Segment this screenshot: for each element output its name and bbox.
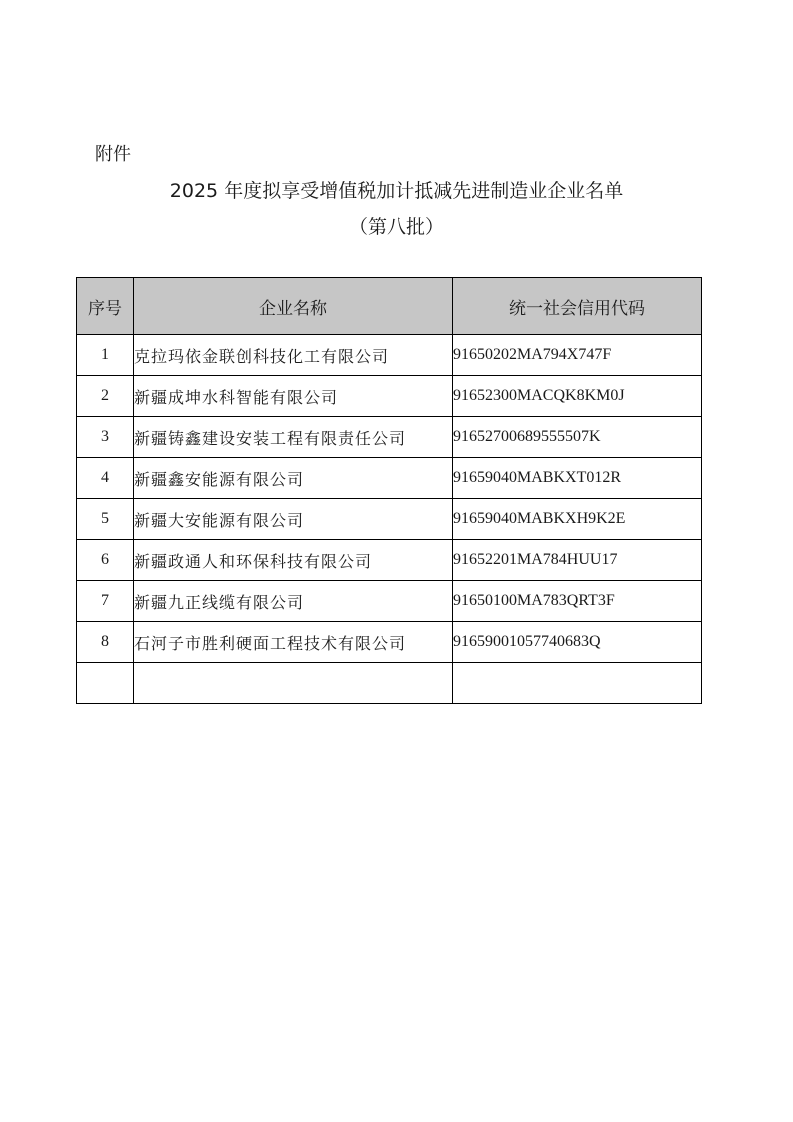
table-row	[77, 540, 702, 581]
enterprise-list-table	[76, 277, 702, 704]
table-row	[77, 499, 702, 540]
column-header-serial-no: 序号	[77, 278, 134, 335]
cell-credit-code: 91652700689555507K	[453, 417, 702, 458]
cell-enterprise-name	[134, 663, 453, 704]
table-body	[77, 335, 702, 704]
cell-serial-no	[77, 663, 134, 704]
cell-serial-no: 7	[77, 581, 134, 622]
cell-enterprise-name: 新疆成坤水科智能有限公司	[134, 376, 453, 417]
cell-enterprise-name: 石河子市胜利硬面工程技术有限公司	[134, 622, 453, 663]
cell-serial-no: 4	[77, 458, 134, 499]
table-header-row	[77, 278, 702, 335]
table-row	[77, 458, 702, 499]
table-row	[77, 376, 702, 417]
table-row-empty	[77, 663, 702, 704]
cell-serial-no: 6	[77, 540, 134, 581]
cell-credit-code: 91659040MABKXT012R	[453, 458, 702, 499]
cell-credit-code: 91659040MABKXH9K2E	[453, 499, 702, 540]
cell-credit-code: 91652201MA784HUU17	[453, 540, 702, 581]
cell-credit-code: 91659001057740683Q	[453, 622, 702, 663]
cell-credit-code: 91650100MA783QRT3F	[453, 581, 702, 622]
cell-credit-code: 91650202MA794X747F	[453, 335, 702, 376]
table-row	[77, 581, 702, 622]
cell-enterprise-name: 新疆九正线缆有限公司	[134, 581, 453, 622]
cell-credit-code: 91652300MACQK8KM0J	[453, 376, 702, 417]
cell-serial-no: 5	[77, 499, 134, 540]
document-title: 2025 年度拟享受增值税加计抵减先进制造业企业名单	[169, 180, 624, 202]
cell-enterprise-name: 克拉玛依金联创科技化工有限公司	[134, 335, 453, 376]
attachment-label: 附件	[95, 144, 131, 165]
cell-enterprise-name: 新疆鑫安能源有限公司	[134, 458, 453, 499]
cell-serial-no: 2	[77, 376, 134, 417]
table-row	[77, 622, 702, 663]
table-header	[77, 278, 702, 335]
cell-serial-no: 8	[77, 622, 134, 663]
cell-serial-no: 3	[77, 417, 134, 458]
table-row	[77, 335, 702, 376]
column-header-credit-code: 统一社会信用代码	[453, 278, 702, 335]
cell-credit-code	[453, 663, 702, 704]
cell-enterprise-name: 新疆铸鑫建设安装工程有限责任公司	[134, 417, 453, 458]
column-header-enterprise-name: 企业名称	[134, 278, 453, 335]
table-row	[77, 417, 702, 458]
document-subtitle-batch: （第八批）	[348, 216, 444, 238]
cell-enterprise-name: 新疆大安能源有限公司	[134, 499, 453, 540]
cell-serial-no: 1	[77, 335, 134, 376]
cell-enterprise-name: 新疆政通人和环保科技有限公司	[134, 540, 453, 581]
